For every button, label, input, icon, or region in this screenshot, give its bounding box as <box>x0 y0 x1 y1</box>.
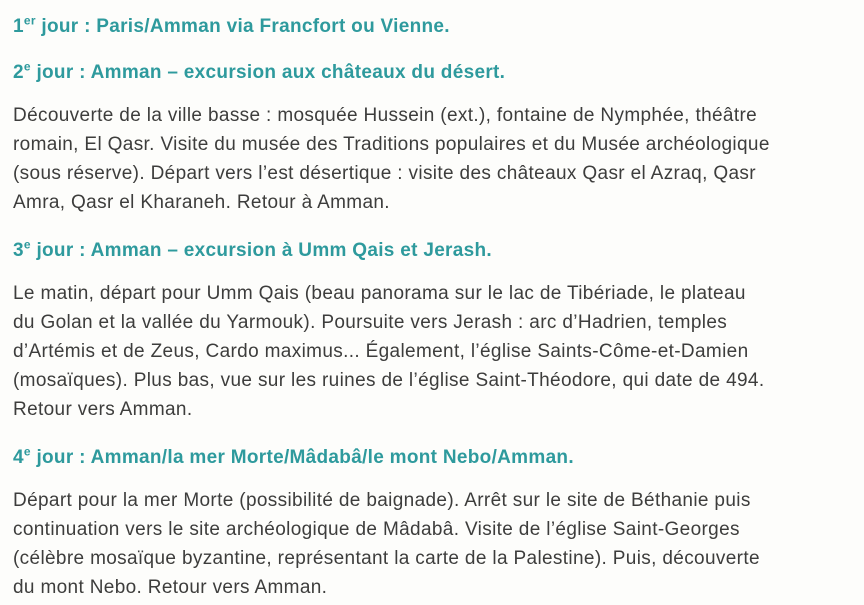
day-number: 2 <box>13 62 24 83</box>
text-line: du mont Nebo. Retour vers Amman. <box>13 577 328 598</box>
day-heading-3 <box>13 239 854 263</box>
day-ordinal: e <box>23 237 31 252</box>
day-heading-text: jour : Amman – excursion à Umm Qais et Jerash. <box>30 240 492 261</box>
text-line: Découverte de la ville basse : mosquée Hussein (ext.), fontaine de Nymphée, théâtre <box>13 105 758 126</box>
day-description-3 <box>13 279 854 424</box>
day-ordinal: e <box>23 444 31 459</box>
day-heading-1 <box>13 15 854 39</box>
text-line: Départ pour la mer Morte (possibilité de baignade). Arrêt sur le site de Béthanie puis <box>13 490 751 511</box>
day-description-2 <box>13 101 854 217</box>
text-line: (mosaïques). Plus bas, vue sur les ruines de l’église Saint-Théodore, qui date de 494. <box>13 370 765 391</box>
text-line: romain, El Qasr. Visite du musée des Traditions populaires et du Musée archéologique <box>13 134 770 155</box>
day-ordinal: er <box>23 13 36 28</box>
day-section-4 <box>13 446 854 602</box>
day-heading-text: jour : Paris/Amman via Francfort ou Vienne. <box>35 16 450 37</box>
day-number: 3 <box>13 240 24 261</box>
day-section-1 <box>13 15 854 39</box>
day-section-3 <box>13 239 854 424</box>
day-description-4 <box>13 486 854 602</box>
day-heading-text: jour : Amman/la mer Morte/Mâdabâ/le mont Nebo/Amman. <box>30 447 574 468</box>
text-line: d’Artémis et de Zeus, Cardo maximus... Également, l’église Saints-Côme-et-Damien <box>13 341 749 362</box>
day-heading-text: jour : Amman – excursion aux châteaux du désert. <box>30 62 506 83</box>
text-line: Le matin, départ pour Umm Qais (beau panorama sur le lac de Tibériade, le plateau <box>13 283 746 304</box>
day-ordinal: e <box>23 59 31 74</box>
text-line: Retour vers Amman. <box>13 399 193 420</box>
text-line: continuation vers le site archéologique de Mâdabâ. Visite de l’église Saint-Georges <box>13 519 740 540</box>
text-line: Amra, Qasr el Kharaneh. Retour à Amman. <box>13 192 390 213</box>
text-line: du Golan et la vallée du Yarmouk). Poursuite vers Jerash : arc d’Hadrien, temples <box>13 312 728 333</box>
text-line: (sous réserve). Départ vers l’est désertique : visite des châteaux Qasr el Azraq, Qasr <box>13 163 756 184</box>
day-number: 1 <box>13 16 24 37</box>
day-section-2 <box>13 61 854 217</box>
day-number: 4 <box>13 447 24 468</box>
day-heading-4 <box>13 446 854 470</box>
text-line: (célèbre mosaïque byzantine, représentant la carte de la Palestine). Puis, découverte <box>13 548 760 569</box>
day-heading-2 <box>13 61 854 85</box>
